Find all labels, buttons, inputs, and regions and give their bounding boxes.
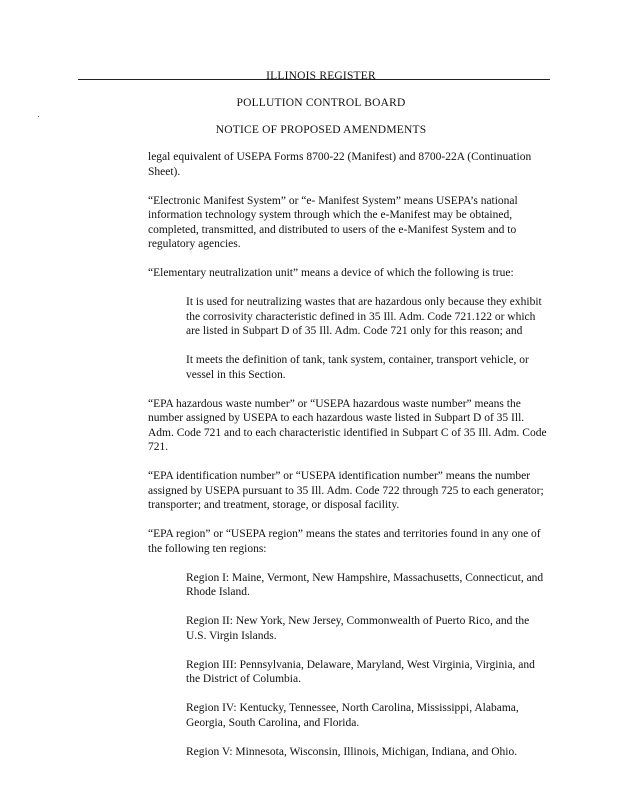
- paragraph-epa-hazardous-waste-number: “EPA hazardous waste number” or “USEPA hazardous waste number” means the number assigned by USEPA to each hazardous waste listed in Subpart D of 35 Ill. Adm. Code 721 and to each characteristic identified in Subpart C of 35 Ill. Adm. Code 721.: [148, 397, 547, 453]
- paragraph-neutralization-condition-1: It is used for neutralizing wastes that are hazardous only because they exhibit the corrosivity characteristic defined in 35 Ill. Adm. Code 721.122 or which are listed in Subpart D of 35 Ill. Adm. Code 721 only for this reason; and: [186, 296, 542, 337]
- register-title: ILLINOIS REGISTER: [266, 70, 376, 82]
- scan-speck: [38, 116, 39, 117]
- paragraph-region-1: Region I: Maine, Vermont, New Hampshire, Massachusetts, Connecticut, and Rhode Island.: [186, 571, 544, 598]
- paragraph-manifest-continuation: legal equivalent of USEPA Forms 8700-22 (Manifest) and 8700-22A (Continuation Sheet).: [148, 151, 532, 178]
- notice-title: NOTICE OF PROPOSED AMENDMENTS: [215, 124, 427, 136]
- paragraph-epa-identification-number: “EPA identification number” or “USEPA identification number” means the number assigned by USEPA pursuant to 35 Ill. Adm. Code 722 through 725 to each generator; transporter; and treatment, storage, or disposal facility.: [148, 470, 544, 511]
- paragraph-region-2: Region II: New York, New Jersey, Commonwealth of Puerto Rico, and the U.S. Virgin Islands.: [186, 615, 530, 642]
- paragraph-epa-region: “EPA region” or “USEPA region” means the states and territories found in any one of the following ten regions:: [148, 528, 541, 555]
- paragraph-neutralization-condition-2: It meets the definition of tank, tank system, container, transport vehicle, or vessel in this Section.: [186, 354, 529, 381]
- document-body: [148, 150, 548, 774]
- paragraph-region-4: Region IV: Kentucky, Tennessee, North Carolina, Mississippi, Alabama, Georgia, South Carolina, and Florida.: [186, 702, 519, 729]
- paragraph-electronic-manifest-system: “Electronic Manifest System” or “e- Manifest System” means USEPA’s national information technology system through which the e-Manifest may be obtained, completed, transmitted, and distributed to users of the e-Manifest System and to regulatory agencies.: [148, 194, 518, 250]
- paragraph-elementary-neutralization-unit: “Elementary neutralization unit” means a device of which the following is true:: [148, 267, 514, 279]
- header-rule: [78, 79, 550, 80]
- paragraph-region-3: Region III: Pennsylvania, Delaware, Maryland, West Virginia, Virginia, and the District of Columbia.: [186, 658, 535, 685]
- paragraph-region-5: Region V: Minnesota, Wisconsin, Illinois, Michigan, Indiana, and Ohio.: [186, 745, 518, 758]
- board-title: POLLUTION CONTROL BOARD: [236, 97, 406, 109]
